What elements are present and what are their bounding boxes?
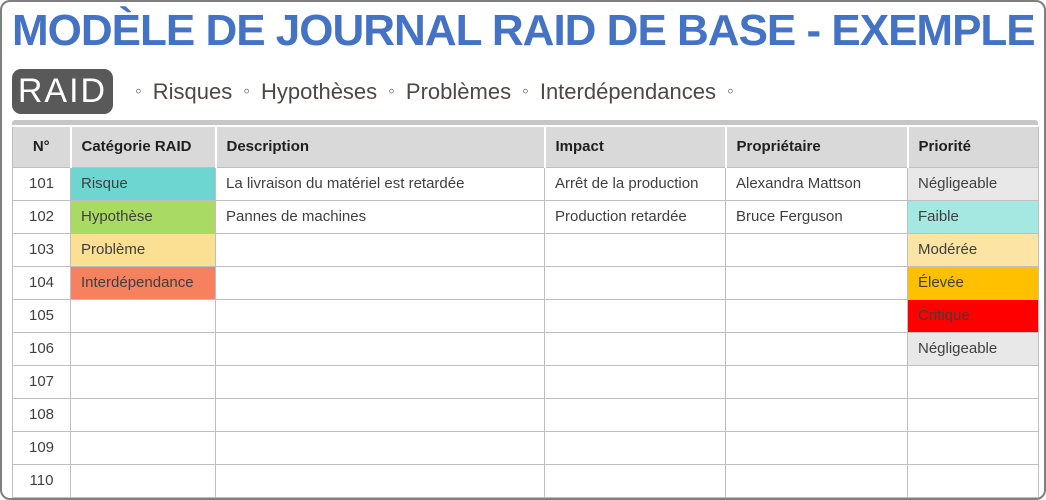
cell-category[interactable]: Problème <box>71 233 216 266</box>
cell-priority[interactable]: Négligeable <box>908 332 1039 365</box>
cell-priority[interactable]: Faible <box>908 200 1039 233</box>
cell-description[interactable] <box>216 431 545 464</box>
table-row <box>13 299 1039 332</box>
legend-item-interdependances: Interdépendances <box>539 78 716 104</box>
cell-category[interactable] <box>71 365 216 398</box>
col-header-description[interactable]: Description <box>216 127 545 167</box>
col-header-number[interactable]: N° <box>13 127 71 167</box>
cell-description[interactable] <box>216 464 545 497</box>
col-header-owner[interactable]: Propriétaire <box>726 127 908 167</box>
legend-bullet-icon: ◦ <box>522 80 529 102</box>
cell-impact[interactable] <box>545 266 726 299</box>
table-row <box>13 398 1039 431</box>
table-top-border <box>12 120 1038 125</box>
cell-owner[interactable] <box>726 464 908 497</box>
table-row <box>13 464 1039 497</box>
cell-owner[interactable]: Bruce Ferguson <box>726 200 908 233</box>
cell-id[interactable]: 110 <box>13 464 71 497</box>
table-row <box>13 431 1039 464</box>
cell-priority[interactable]: Critique <box>908 299 1039 332</box>
legend-bullet-icon: ◦ <box>388 80 395 102</box>
cell-owner[interactable] <box>726 431 908 464</box>
cell-id[interactable]: 103 <box>13 233 71 266</box>
cell-impact[interactable] <box>545 464 726 497</box>
cell-id[interactable]: 104 <box>13 266 71 299</box>
cell-owner[interactable]: Alexandra Mattson <box>726 167 908 200</box>
cell-owner[interactable] <box>726 332 908 365</box>
col-header-priority[interactable]: Priorité <box>908 127 1039 167</box>
cell-impact[interactable] <box>545 365 726 398</box>
table-body <box>13 167 1039 497</box>
raid-legend <box>124 69 745 114</box>
cell-category[interactable]: Risque <box>71 167 216 200</box>
cell-impact[interactable]: Arrêt de la production <box>545 167 726 200</box>
col-header-impact[interactable]: Impact <box>545 127 726 167</box>
raid-badge-label: RAID <box>17 72 108 110</box>
cell-description[interactable] <box>216 233 545 266</box>
cell-category[interactable] <box>71 431 216 464</box>
col-header-category[interactable]: Catégorie RAID <box>71 127 216 167</box>
cell-category[interactable]: Interdépendance <box>71 266 216 299</box>
cell-priority[interactable]: Élevée <box>908 266 1039 299</box>
legend-item-risques: Risques <box>152 78 233 104</box>
cell-description[interactable] <box>216 332 545 365</box>
table-header-row <box>13 127 1039 167</box>
cell-owner[interactable] <box>726 365 908 398</box>
cell-id[interactable]: 107 <box>13 365 71 398</box>
cell-owner[interactable] <box>726 266 908 299</box>
table-row <box>13 266 1039 299</box>
cell-impact[interactable] <box>545 233 726 266</box>
table-row <box>13 332 1039 365</box>
cell-impact[interactable] <box>545 299 726 332</box>
cell-priority[interactable] <box>908 398 1039 431</box>
cell-id[interactable]: 109 <box>13 431 71 464</box>
table-row <box>13 167 1039 200</box>
cell-category[interactable] <box>71 464 216 497</box>
cell-description[interactable] <box>216 299 545 332</box>
cell-id[interactable]: 105 <box>13 299 71 332</box>
table-row <box>13 200 1039 233</box>
cell-priority[interactable]: Modérée <box>908 233 1039 266</box>
cell-owner[interactable] <box>726 233 908 266</box>
cell-priority[interactable] <box>908 464 1039 497</box>
cell-impact[interactable] <box>545 431 726 464</box>
cell-description[interactable]: La livraison du matériel est retardée <box>216 167 545 200</box>
cell-impact[interactable] <box>545 398 726 431</box>
cell-impact[interactable]: Production retardée <box>545 200 726 233</box>
cell-id[interactable]: 102 <box>13 200 71 233</box>
legend-bullet-icon: ◦ <box>726 80 734 102</box>
cell-category[interactable] <box>71 398 216 431</box>
legend-item-problemes: Problèmes <box>405 78 512 104</box>
cell-category[interactable] <box>71 332 216 365</box>
legend-bullet-icon: ◦ <box>135 80 142 102</box>
cell-priority[interactable] <box>908 365 1039 398</box>
raid-table <box>12 120 1038 498</box>
cell-id[interactable]: 108 <box>13 398 71 431</box>
cell-description[interactable] <box>216 365 545 398</box>
cell-id[interactable]: 101 <box>13 167 71 200</box>
cell-id[interactable]: 106 <box>13 332 71 365</box>
cell-description[interactable] <box>216 398 545 431</box>
cell-priority[interactable]: Négligeable <box>908 167 1039 200</box>
cell-description[interactable]: Pannes de machines <box>216 200 545 233</box>
legend-bullet-icon: ◦ <box>243 80 250 102</box>
table-row <box>13 233 1039 266</box>
legend-item-hypotheses: Hypothèses <box>260 78 378 104</box>
page-title: MODÈLE DE JOURNAL RAID DE BASE - EXEMPLE <box>12 6 1035 55</box>
raid-badge <box>12 69 113 114</box>
cell-priority[interactable] <box>908 431 1039 464</box>
cell-owner[interactable] <box>726 299 908 332</box>
cell-description[interactable] <box>216 266 545 299</box>
table-row <box>13 365 1039 398</box>
cell-category[interactable] <box>71 299 216 332</box>
cell-category[interactable]: Hypothèse <box>71 200 216 233</box>
cell-owner[interactable] <box>726 398 908 431</box>
cell-impact[interactable] <box>545 332 726 365</box>
